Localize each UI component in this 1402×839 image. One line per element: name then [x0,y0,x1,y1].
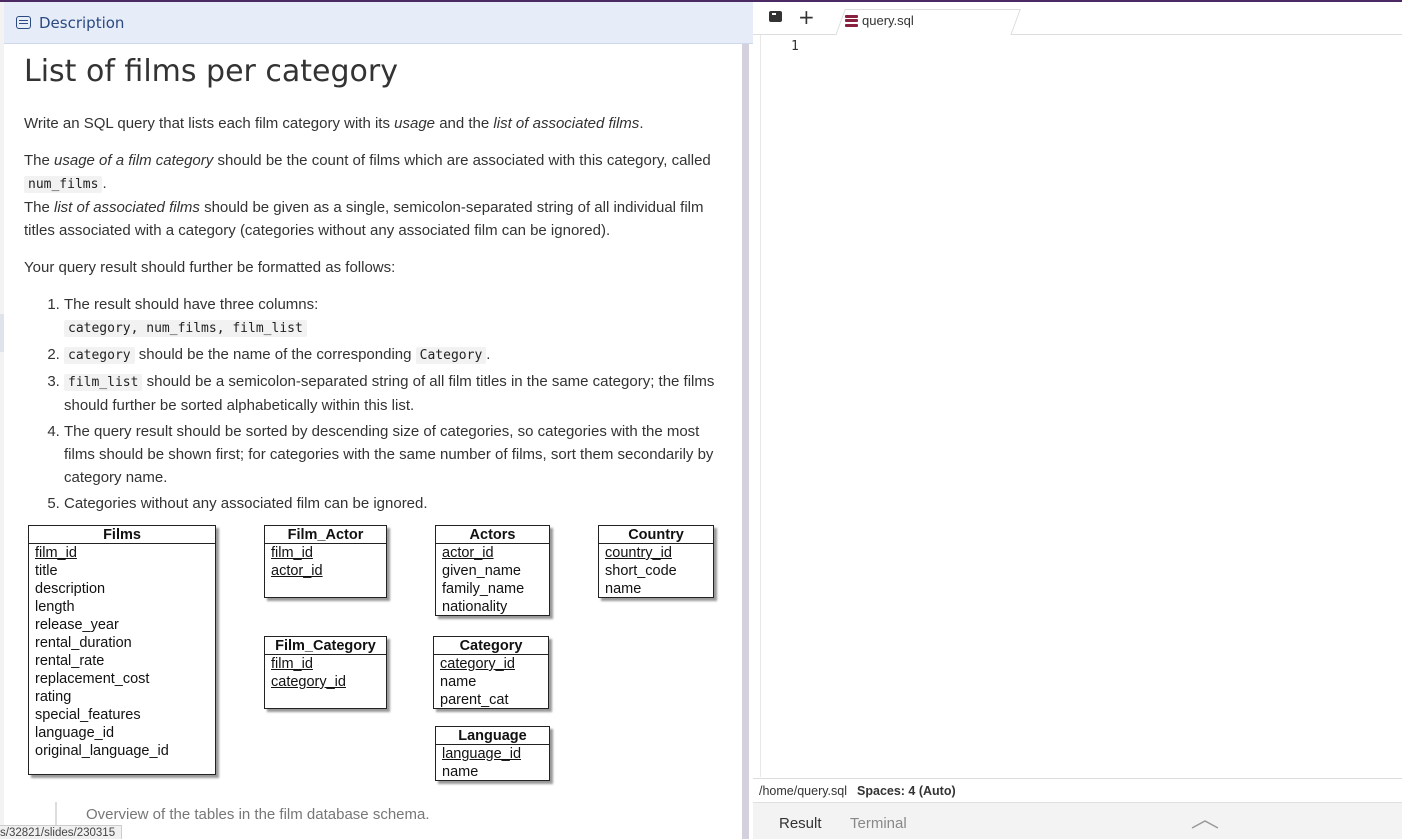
table-language [435,726,550,781]
tab-query-sql-label-wrap[interactable] [845,13,914,28]
list-item [64,293,724,340]
column: name [440,674,477,690]
column-pk: actor_id [442,545,494,561]
intro-emphasis-usage: usage [394,115,436,132]
new-tab-button[interactable]: + [798,5,815,29]
usage-text-2: should be the count of films which are associated with this category, called [213,152,711,169]
column-pk: film_id [271,545,313,561]
column-pk: category_id [440,656,515,672]
description-content [24,46,724,518]
table-language-header: Language [436,727,549,745]
list-item [64,420,724,489]
line-number: 1 [791,39,799,54]
column: original_language_id [35,743,169,759]
table-actors [435,525,550,616]
table-film-category-header: Film_Category [265,637,386,655]
table-films-header: Films [29,526,215,544]
table-film-actor [264,525,387,598]
column-pk: film_id [35,545,77,561]
code-num-films: num_films [24,176,102,193]
table-actors-columns [436,544,549,616]
column: rating [35,689,72,705]
status-file-path: /home/query.sql [759,783,848,798]
list-text-2: should be given as a single, semicolon-separated string of all individual film titles associated with a category (categories without any associated film can be ignored). [24,199,704,239]
intro-text-2: and the [435,115,494,132]
intro-text-3: . [639,115,644,132]
list-text-1: The [24,199,55,216]
table-film-actor-header: Film_Actor [265,526,386,544]
figure-caption: Overview of the tables in the film database schema. [55,802,430,839]
table-category-columns [434,655,548,709]
column: given_name [442,563,521,579]
requirements-list [24,293,724,515]
table-films [28,525,216,775]
column-pk: category_id [271,674,346,690]
column-pk: language_id [442,746,522,762]
column-pk: country_id [605,545,672,561]
req-2-text: should be the name of the corresponding [134,346,416,363]
table-films-columns [29,544,215,760]
tab-query-sql-label: query.sql [862,13,914,28]
panel-resize-handle[interactable] [742,44,749,839]
code-film-list: film_list [64,374,142,391]
database-icon [845,15,858,27]
description-icon [16,16,31,29]
editor-panel [753,2,1402,839]
column: release_year [35,617,119,633]
status-indentation[interactable]: Spaces: 4 (Auto) [857,783,956,798]
column-pk: film_id [271,656,313,672]
table-language-columns [436,745,549,781]
link-url-tooltip: s/32821/slides/230315 [0,825,122,839]
format-intro: Your query result should further be formatted as follows: [24,259,396,276]
table-country-columns [599,544,713,598]
table-actors-header: Actors [436,526,549,544]
code-editor[interactable] [760,35,1402,777]
description-tab[interactable] [4,2,753,44]
list-item [64,370,724,417]
code-columns: category, num_films, film_list [64,320,307,337]
column: name [442,764,479,780]
req-1-text: The result should have three columns: [64,296,319,313]
column: replacement_cost [35,671,150,687]
column: name [605,581,642,597]
column: language_id [35,725,115,741]
column: rental_rate [35,653,105,669]
req-3-text: should be a semicolon-separated string of all film titles in the same category; the films should further be sorted alphabetically within this list. [64,373,715,414]
table-country [598,525,714,598]
table-category-header: Category [434,637,548,655]
tab-terminal[interactable]: Terminal [850,815,907,832]
chevron-up-icon[interactable] [1191,819,1219,829]
table-film-actor-columns [265,544,386,580]
table-category [433,636,549,709]
page-title: List of films per category [24,54,399,89]
editor-tab-bar [753,2,1402,35]
intro-text-1: Write an SQL query that lists each film category with its [24,115,395,132]
usage-text-3: . [102,175,107,192]
req-4-text: The query result should be sorted by descending size of categories, so categories with the most films should be shown first; for categories with the same number of films, sort them secondarily by category name. [64,423,714,486]
column: special_features [35,707,141,723]
column: nationality [442,599,508,615]
column: length [35,599,75,615]
usage-text-1: The [24,152,55,169]
req-5-text: Categories without any associated film can be ignored. [64,495,428,512]
terminal-icon[interactable] [768,10,784,26]
column: title [35,563,58,579]
intro-emphasis-list: list of associated films [493,115,640,132]
list-emphasis: list of associated films [54,199,200,216]
list-item [64,492,724,515]
column: family_name [442,581,525,597]
description-panel [0,2,753,839]
usage-emphasis: usage of a film category [54,152,214,169]
list-item [64,343,724,367]
column: rental_duration [35,635,132,651]
req-2-end: . [486,346,491,363]
description-tab-label: Description [39,13,125,32]
tab-result[interactable]: Result [779,815,822,832]
bottom-panel-bar [753,802,1402,839]
column-pk: actor_id [271,563,323,579]
column: description [35,581,106,597]
code-category: category [64,347,135,364]
code-category-table: Category [416,347,487,364]
table-film-category-columns [265,655,386,691]
column: short_code [605,563,677,579]
status-bar [753,778,1402,802]
left-gutter-marker [0,314,4,352]
intro-paragraph [24,112,724,135]
left-gutter [0,2,4,839]
column: parent_cat [440,692,509,708]
table-film-category [264,636,387,709]
table-country-header: Country [599,526,713,544]
usage-paragraph [24,149,724,242]
